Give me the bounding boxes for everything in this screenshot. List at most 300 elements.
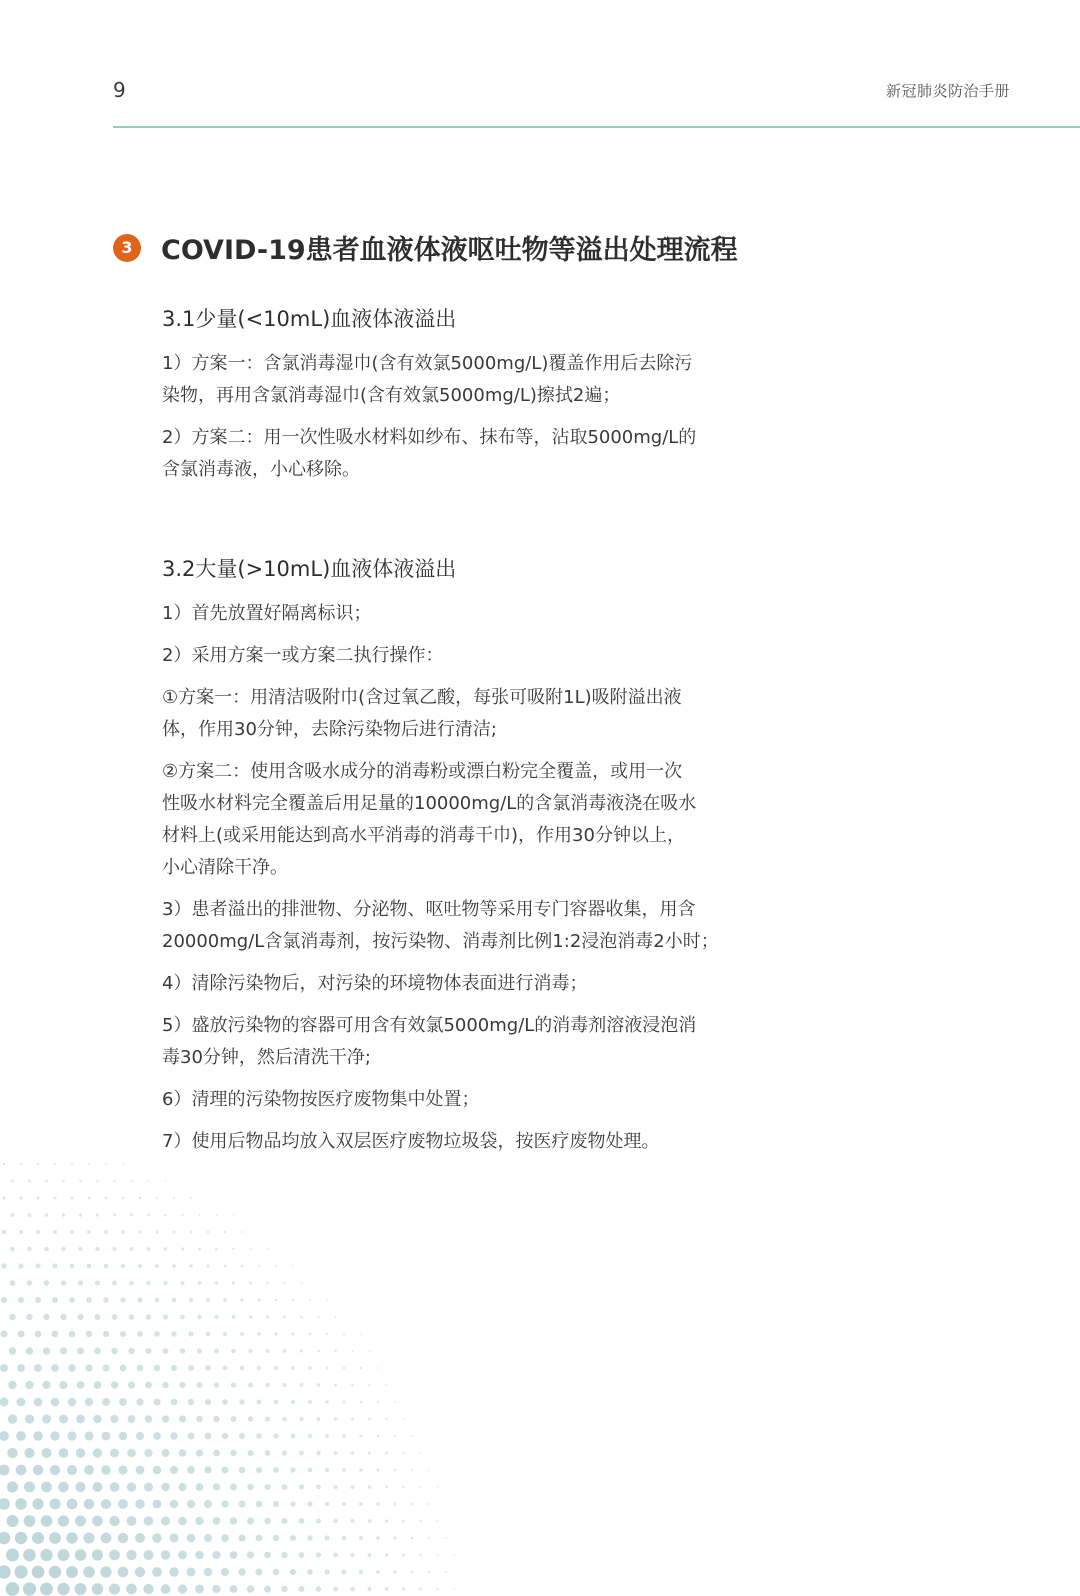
- halftone-dot: [309, 1333, 312, 1336]
- halftone-dot: [291, 1366, 295, 1370]
- halftone-dot: [275, 1265, 277, 1267]
- halftone-dot: [231, 1349, 236, 1354]
- halftone-dot: [36, 1230, 40, 1234]
- halftone-dot: [109, 1550, 120, 1561]
- halftone-dot: [249, 1282, 252, 1285]
- halftone-dot: [385, 1418, 387, 1420]
- halftone-dot: [19, 1230, 23, 1234]
- halftone-dot: [50, 1465, 60, 1475]
- halftone-dot: [54, 1163, 56, 1165]
- halftone-dot: [335, 1316, 337, 1318]
- halftone-dot: [232, 1248, 234, 1250]
- halftone-dot: [34, 1398, 43, 1407]
- halftone-dot: [256, 1399, 261, 1404]
- halftone-dot: [136, 1398, 143, 1405]
- halftone-dot: [264, 1552, 271, 1559]
- halftone-dot: [7, 1448, 17, 1458]
- halftone-dot: [67, 1431, 76, 1440]
- halftone-dot: [1, 1297, 7, 1303]
- halftone-dot: [86, 1331, 92, 1337]
- halftone-dot: [78, 1280, 83, 1285]
- halftone-dot: [264, 1518, 270, 1524]
- halftone-dot: [2, 1196, 5, 1199]
- halftone-dot: [300, 1316, 303, 1319]
- halftone-dot: [113, 1213, 116, 1216]
- halftone-dot: [59, 1381, 67, 1389]
- halftone-dot: [162, 1449, 170, 1457]
- halftone-dot: [402, 1452, 404, 1454]
- halftone-dot: [239, 1399, 244, 1404]
- halftone-dot: [290, 1467, 295, 1472]
- halftone-dot: [411, 1571, 414, 1574]
- halftone-dot: [367, 1587, 371, 1591]
- halftone-dot: [309, 1299, 311, 1301]
- section-number-badge: 3: [113, 234, 141, 262]
- halftone-dot: [112, 1314, 118, 1320]
- halftone-dot: [359, 1502, 363, 1506]
- halftone-dot: [307, 1569, 313, 1575]
- halftone-dot: [42, 1448, 52, 1458]
- halftone-dot: [172, 1264, 176, 1268]
- halftone-dot: [247, 1484, 254, 1491]
- halftone-dot: [110, 1482, 120, 1492]
- halftone-dot: [359, 1536, 363, 1540]
- halftone-dot: [26, 1347, 33, 1354]
- halftone-dot: [128, 1348, 134, 1354]
- halftone-dot: [187, 1432, 194, 1439]
- halftone-dot: [266, 1315, 269, 1318]
- halftone-dot: [92, 1516, 103, 1527]
- halftone-dot: [215, 1248, 218, 1251]
- halftone-dot: [454, 1554, 456, 1556]
- halftone-dot: [248, 1383, 253, 1388]
- halftone-dot: [24, 1448, 34, 1458]
- halftone-dot: [144, 1449, 152, 1457]
- halftone-dot: [77, 1314, 83, 1320]
- halftone-dot: [445, 1537, 447, 1539]
- halftone-dot: [155, 1230, 158, 1233]
- halftone-dot: [386, 1384, 388, 1386]
- halftone-dot: [109, 1583, 120, 1594]
- halftone-dot: [204, 1568, 212, 1576]
- halftone-dot: [100, 1566, 111, 1577]
- halftone-dot: [274, 1332, 277, 1335]
- paragraph: 3）患者溢出的排泄物、分泌物、呕吐物等采用专门容器收集，用含 20000mg/L含氯消毒剂，按污染物、消毒剂比例1:2浸泡消毒2小时；: [162, 899, 719, 952]
- halftone-dot: [111, 1381, 118, 1388]
- halftone-dot: [283, 1316, 286, 1319]
- halftone-dot: [360, 1367, 362, 1369]
- halftone-dot: [62, 1213, 66, 1217]
- halftone-dot: [169, 1567, 178, 1576]
- halftone-dot: [17, 1364, 25, 1372]
- halftone-dot: [93, 1482, 103, 1492]
- halftone-dot: [190, 1231, 193, 1234]
- halftone-dot: [59, 1448, 69, 1458]
- halftone-dot: [360, 1401, 363, 1404]
- halftone-dot: [282, 1417, 287, 1422]
- halftone-dot: [42, 1381, 50, 1389]
- halftone-dot: [258, 1265, 260, 1267]
- halftone-dot: [127, 1449, 136, 1458]
- halftone-dot: [136, 1432, 144, 1440]
- halftone-dot: [153, 1432, 161, 1440]
- halftone-dot: [78, 1247, 82, 1251]
- halftone-dot: [181, 1214, 183, 1216]
- halftone-dot: [43, 1314, 49, 1320]
- halftone-dot: [231, 1382, 236, 1387]
- halftone-dot: [156, 1197, 158, 1199]
- halftone-dot: [342, 1434, 346, 1438]
- halftone-dot: [402, 1587, 405, 1590]
- halftone-dot: [230, 1450, 236, 1456]
- halftone-dot: [61, 1280, 66, 1285]
- section-title: COVID-19患者血液体液呕吐物等溢出处理流程: [161, 235, 738, 266]
- halftone-dot: [316, 1451, 320, 1455]
- halftone-dot: [173, 1231, 176, 1234]
- halftone-dot: [40, 1583, 53, 1596]
- halftone-dot: [385, 1485, 388, 1488]
- paragraph: 6）清理的污染物按医疗废物集中处置；: [162, 1089, 480, 1110]
- halftone-dot: [419, 1588, 422, 1591]
- halftone-dot: [222, 1399, 228, 1405]
- halftone-dot: [130, 1180, 132, 1182]
- paragraph: 1）首先放置好隔离标识；: [162, 603, 372, 624]
- halftone-dot: [281, 1586, 287, 1592]
- halftone-dot: [368, 1451, 371, 1454]
- halftone-dot: [342, 1536, 347, 1541]
- halftone-dot: [67, 1499, 78, 1510]
- halftone-dot: [135, 1499, 144, 1508]
- halftone-dot: [118, 1533, 128, 1543]
- halftone-dot: [333, 1553, 338, 1558]
- halftone-dot: [394, 1435, 396, 1437]
- halftone-dot: [52, 1297, 58, 1303]
- halftone-dot: [214, 1349, 219, 1354]
- halftone-dot: [42, 1414, 51, 1423]
- halftone-dot: [153, 1500, 162, 1509]
- subsection-title: 3.2大量(>10mL)血液体液溢出: [162, 557, 457, 581]
- halftone-dot: [171, 1365, 177, 1371]
- halftone-dot: [188, 1365, 194, 1371]
- halftone-dot: [59, 1415, 68, 1424]
- halftone-dot: [248, 1416, 254, 1422]
- halftone-dot: [342, 1468, 346, 1472]
- halftone-dot: [113, 1247, 117, 1251]
- halftone-dot: [138, 1230, 141, 1233]
- halftone-dot: [239, 1433, 245, 1439]
- halftone-dot: [212, 1585, 220, 1593]
- halftone-dot: [161, 1483, 170, 1492]
- halftone-dot: [130, 1247, 134, 1251]
- halftone-dot: [101, 1533, 112, 1544]
- halftone-dot: [85, 1432, 94, 1441]
- halftone-dot: [274, 1400, 279, 1405]
- halftone-dot: [135, 1533, 145, 1543]
- halftone-dot: [58, 1549, 70, 1561]
- halftone-dot: [232, 1315, 236, 1319]
- halftone-dot: [135, 1567, 145, 1577]
- halftone-dot: [376, 1536, 380, 1540]
- halftone-dot: [118, 1499, 128, 1509]
- halftone-dot: [23, 1549, 36, 1562]
- halftone-dot: [120, 1297, 125, 1302]
- halftone-dot: [256, 1433, 262, 1439]
- halftone-dot: [62, 1180, 65, 1183]
- halftone-dot: [273, 1535, 279, 1541]
- halftone-dot: [0, 1330, 7, 1337]
- halftone-dot: [105, 1163, 107, 1165]
- halftone-dot: [93, 1415, 101, 1423]
- halftone-dot: [385, 1452, 388, 1455]
- halftone-dot: [8, 1381, 16, 1389]
- halftone-dot: [128, 1381, 135, 1388]
- halftone-dot: [264, 1586, 271, 1593]
- halftone-dot: [198, 1248, 201, 1251]
- halftone-dot: [170, 1500, 179, 1509]
- halftone-dot: [273, 1501, 279, 1507]
- halftone-dot: [301, 1282, 303, 1284]
- halftone-dot: [325, 1434, 329, 1438]
- halftone-dot: [110, 1449, 119, 1458]
- halftone-dot: [325, 1468, 329, 1472]
- halftone-dot: [67, 1465, 77, 1475]
- halftone-dot: [119, 1398, 127, 1406]
- halftone-dot: [66, 1566, 78, 1578]
- halftone-dot: [290, 1535, 296, 1541]
- paragraph: ①方案一：用清洁吸附巾(含过氧乙酸，每张可吸附1L)吸附溢出液 体，作用30分钟，去除污染物后进行清洁;: [162, 687, 682, 740]
- halftone-dot: [94, 1348, 101, 1355]
- halftone-dot: [161, 1550, 170, 1559]
- halftone-dot: [52, 1331, 59, 1338]
- halftone-dot: [241, 1265, 244, 1268]
- halftone-dot: [230, 1551, 238, 1559]
- halftone-dot: [118, 1465, 127, 1474]
- halftone-dot: [197, 1348, 202, 1353]
- halftone-dot: [146, 1281, 150, 1285]
- halftone-dot: [334, 1383, 337, 1386]
- halftone-dot: [148, 1180, 150, 1182]
- halftone-dot: [111, 1348, 118, 1355]
- halftone-dot: [316, 1485, 321, 1490]
- halftone-dot: [121, 1230, 124, 1233]
- halftone-dot: [238, 1534, 245, 1541]
- halftone-dot: [241, 1231, 243, 1233]
- paragraph: 2）采用方案一或方案二执行操作：: [162, 645, 444, 666]
- halftone-dot: [247, 1518, 254, 1525]
- halftone-dot: [368, 1384, 370, 1386]
- halftone-dot: [266, 1349, 270, 1353]
- halftone-dot: [79, 1213, 82, 1216]
- halftone-dot: [27, 1280, 33, 1286]
- halftone-dot: [137, 1331, 143, 1337]
- section: [113, 228, 813, 1168]
- halftone-dot: [83, 1566, 95, 1578]
- halftone-dot: [179, 1449, 187, 1457]
- halftone-dot: [213, 1517, 221, 1525]
- halftone-dot: [16, 1431, 26, 1441]
- halftone-dot: [368, 1553, 372, 1557]
- halftone-dot: [333, 1519, 338, 1524]
- halftone-dot: [240, 1332, 244, 1336]
- halftone-dot: [257, 1332, 261, 1336]
- halftone-dot: [128, 1415, 136, 1423]
- halftone-dot: [351, 1384, 354, 1387]
- halftone-dot: [343, 1333, 345, 1335]
- halftone-dot: [223, 1298, 227, 1302]
- halftone-dot: [70, 1264, 75, 1269]
- halftone-dot: [239, 1501, 246, 1508]
- halftone-dot: [27, 1247, 32, 1252]
- halftone-dot: [33, 1431, 43, 1441]
- halftone-dot: [144, 1550, 154, 1560]
- halftone-dot: [239, 1467, 245, 1473]
- halftone-dot: [88, 1197, 91, 1200]
- halftone-dot: [102, 1398, 110, 1406]
- halftone-dot: [273, 1569, 280, 1576]
- paragraph: 7）使用后物品均放入双层医疗废物垃圾袋，按医疗废物处理。: [162, 1131, 660, 1152]
- halftone-dot: [145, 1348, 151, 1354]
- halftone-dot: [92, 1549, 103, 1560]
- subsection-large-spill: [162, 554, 802, 1158]
- halftone-dot: [299, 1451, 304, 1456]
- halftone-dot: [113, 1180, 115, 1182]
- halftone-dot: [178, 1483, 186, 1491]
- halftone-dot: [153, 1466, 161, 1474]
- halftone-dot: [126, 1550, 136, 1560]
- halftone-dot: [350, 1553, 354, 1557]
- halftone-dot: [164, 1247, 167, 1250]
- halftone-dot: [316, 1518, 321, 1523]
- halftone-dot: [376, 1468, 379, 1471]
- halftone-dot: [360, 1333, 362, 1335]
- halftone-dot: [195, 1551, 204, 1560]
- halftone-dot: [282, 1484, 288, 1490]
- halftone-dot: [53, 1196, 56, 1199]
- halftone-dot: [26, 1314, 33, 1321]
- paragraph: 5）盛放污染物的容器可用含有效氯5000mg/L的消毒剂溶液浸泡消 毒30分钟，然后清洗干净;: [162, 1015, 697, 1068]
- subsection-small-spill: [162, 304, 802, 486]
- halftone-dot: [187, 1568, 196, 1577]
- halftone-dot: [204, 1466, 211, 1473]
- halftone-dot: [204, 1534, 212, 1542]
- halftone-dot: [170, 1466, 178, 1474]
- halftone-dot: [155, 1264, 159, 1268]
- halftone-dot: [119, 1432, 127, 1440]
- halftone-dot: [385, 1553, 389, 1557]
- halftone-dot: [10, 1247, 15, 1252]
- halftone-dot: [420, 1452, 422, 1454]
- halftone-dot: [206, 1332, 211, 1337]
- halftone-dot: [419, 1520, 421, 1522]
- halftone-dot: [93, 1448, 102, 1457]
- halftone-dot: [0, 1364, 8, 1372]
- halftone-dot: [173, 1197, 175, 1199]
- halftone-dot: [292, 1265, 294, 1267]
- halftone-dot: [196, 1483, 204, 1491]
- halftone-dot: [248, 1349, 252, 1353]
- halftone-dot: [428, 1571, 430, 1573]
- halftone-dot: [256, 1501, 263, 1508]
- halftone-dot: [77, 1381, 85, 1389]
- halftone-dot: [171, 1331, 176, 1336]
- halftone-dot: [334, 1350, 336, 1352]
- halftone-dot: [317, 1383, 320, 1386]
- halftone-dot: [343, 1367, 346, 1370]
- halftone-dot: [231, 1416, 237, 1422]
- halftone-dot: [437, 1486, 439, 1488]
- running-title: 新冠肺炎防治手册: [885, 82, 1010, 100]
- halftone-dot: [71, 1197, 74, 1200]
- halftone-dot: [221, 1500, 228, 1507]
- halftone-dot: [222, 1433, 228, 1439]
- halftone-dot: [75, 1516, 86, 1527]
- halftone-dot: [11, 1213, 15, 1217]
- halftone-dot: [154, 1331, 160, 1337]
- halftone-dot: [20, 1163, 22, 1165]
- halftone-dot: [17, 1398, 26, 1407]
- halftone-dot: [102, 1432, 111, 1441]
- halftone-dot: [0, 1532, 10, 1545]
- halftone-dot: [215, 1281, 218, 1284]
- halftone-dot: [170, 1432, 177, 1439]
- halftone-dot: [265, 1416, 270, 1421]
- halftone-dot: [342, 1570, 347, 1575]
- halftone-dot: [197, 1315, 201, 1319]
- halftone-dot: [45, 1180, 48, 1183]
- halftone-dot: [144, 1516, 153, 1525]
- halftone-dot: [257, 1298, 260, 1301]
- halftone-dot: [28, 1180, 31, 1183]
- halftone-dot: [274, 1366, 278, 1370]
- halftone-dot: [393, 1570, 396, 1573]
- halftone-dot: [428, 1503, 430, 1505]
- halftone-dot: [307, 1501, 312, 1506]
- halftone-dot: [69, 1297, 75, 1303]
- halftone-dot: [206, 1264, 209, 1267]
- halftone-dot: [16, 1465, 27, 1476]
- halftone-dot: [266, 1282, 269, 1285]
- section-heading: [113, 228, 813, 267]
- halftone-dot: [369, 1350, 371, 1352]
- halftone-dot: [58, 1482, 69, 1493]
- halftone-dot: [317, 1350, 320, 1353]
- halftone-dot: [104, 1264, 109, 1269]
- halftone-dot: [121, 1264, 125, 1268]
- halftone-dot: [454, 1588, 456, 1590]
- halftone-dot: [213, 1483, 220, 1490]
- halftone-dot: [49, 1566, 61, 1578]
- halftone-dot: [76, 1448, 86, 1458]
- halftone-dot: [238, 1568, 246, 1576]
- halftone-dot: [169, 1533, 178, 1542]
- halftone-dot: [377, 1367, 379, 1369]
- halftone-dot: [240, 1366, 245, 1371]
- halftone-dot: [394, 1469, 397, 1472]
- halftone-dot: [28, 1213, 32, 1217]
- halftone-dot: [147, 1214, 150, 1217]
- halftone-dot: [189, 1264, 192, 1267]
- halftone-dot: [195, 1517, 203, 1525]
- halftone-dot: [350, 1519, 354, 1523]
- halftone-dot: [101, 1499, 111, 1509]
- halftone-dot: [264, 1484, 270, 1490]
- halftone-dot: [214, 1382, 220, 1388]
- halftone-dot: [308, 1434, 312, 1438]
- halftone-dot: [50, 1431, 59, 1440]
- halftone-dot: [283, 1282, 285, 1284]
- halftone-dot: [181, 1247, 184, 1250]
- halftone-dot: [109, 1516, 119, 1526]
